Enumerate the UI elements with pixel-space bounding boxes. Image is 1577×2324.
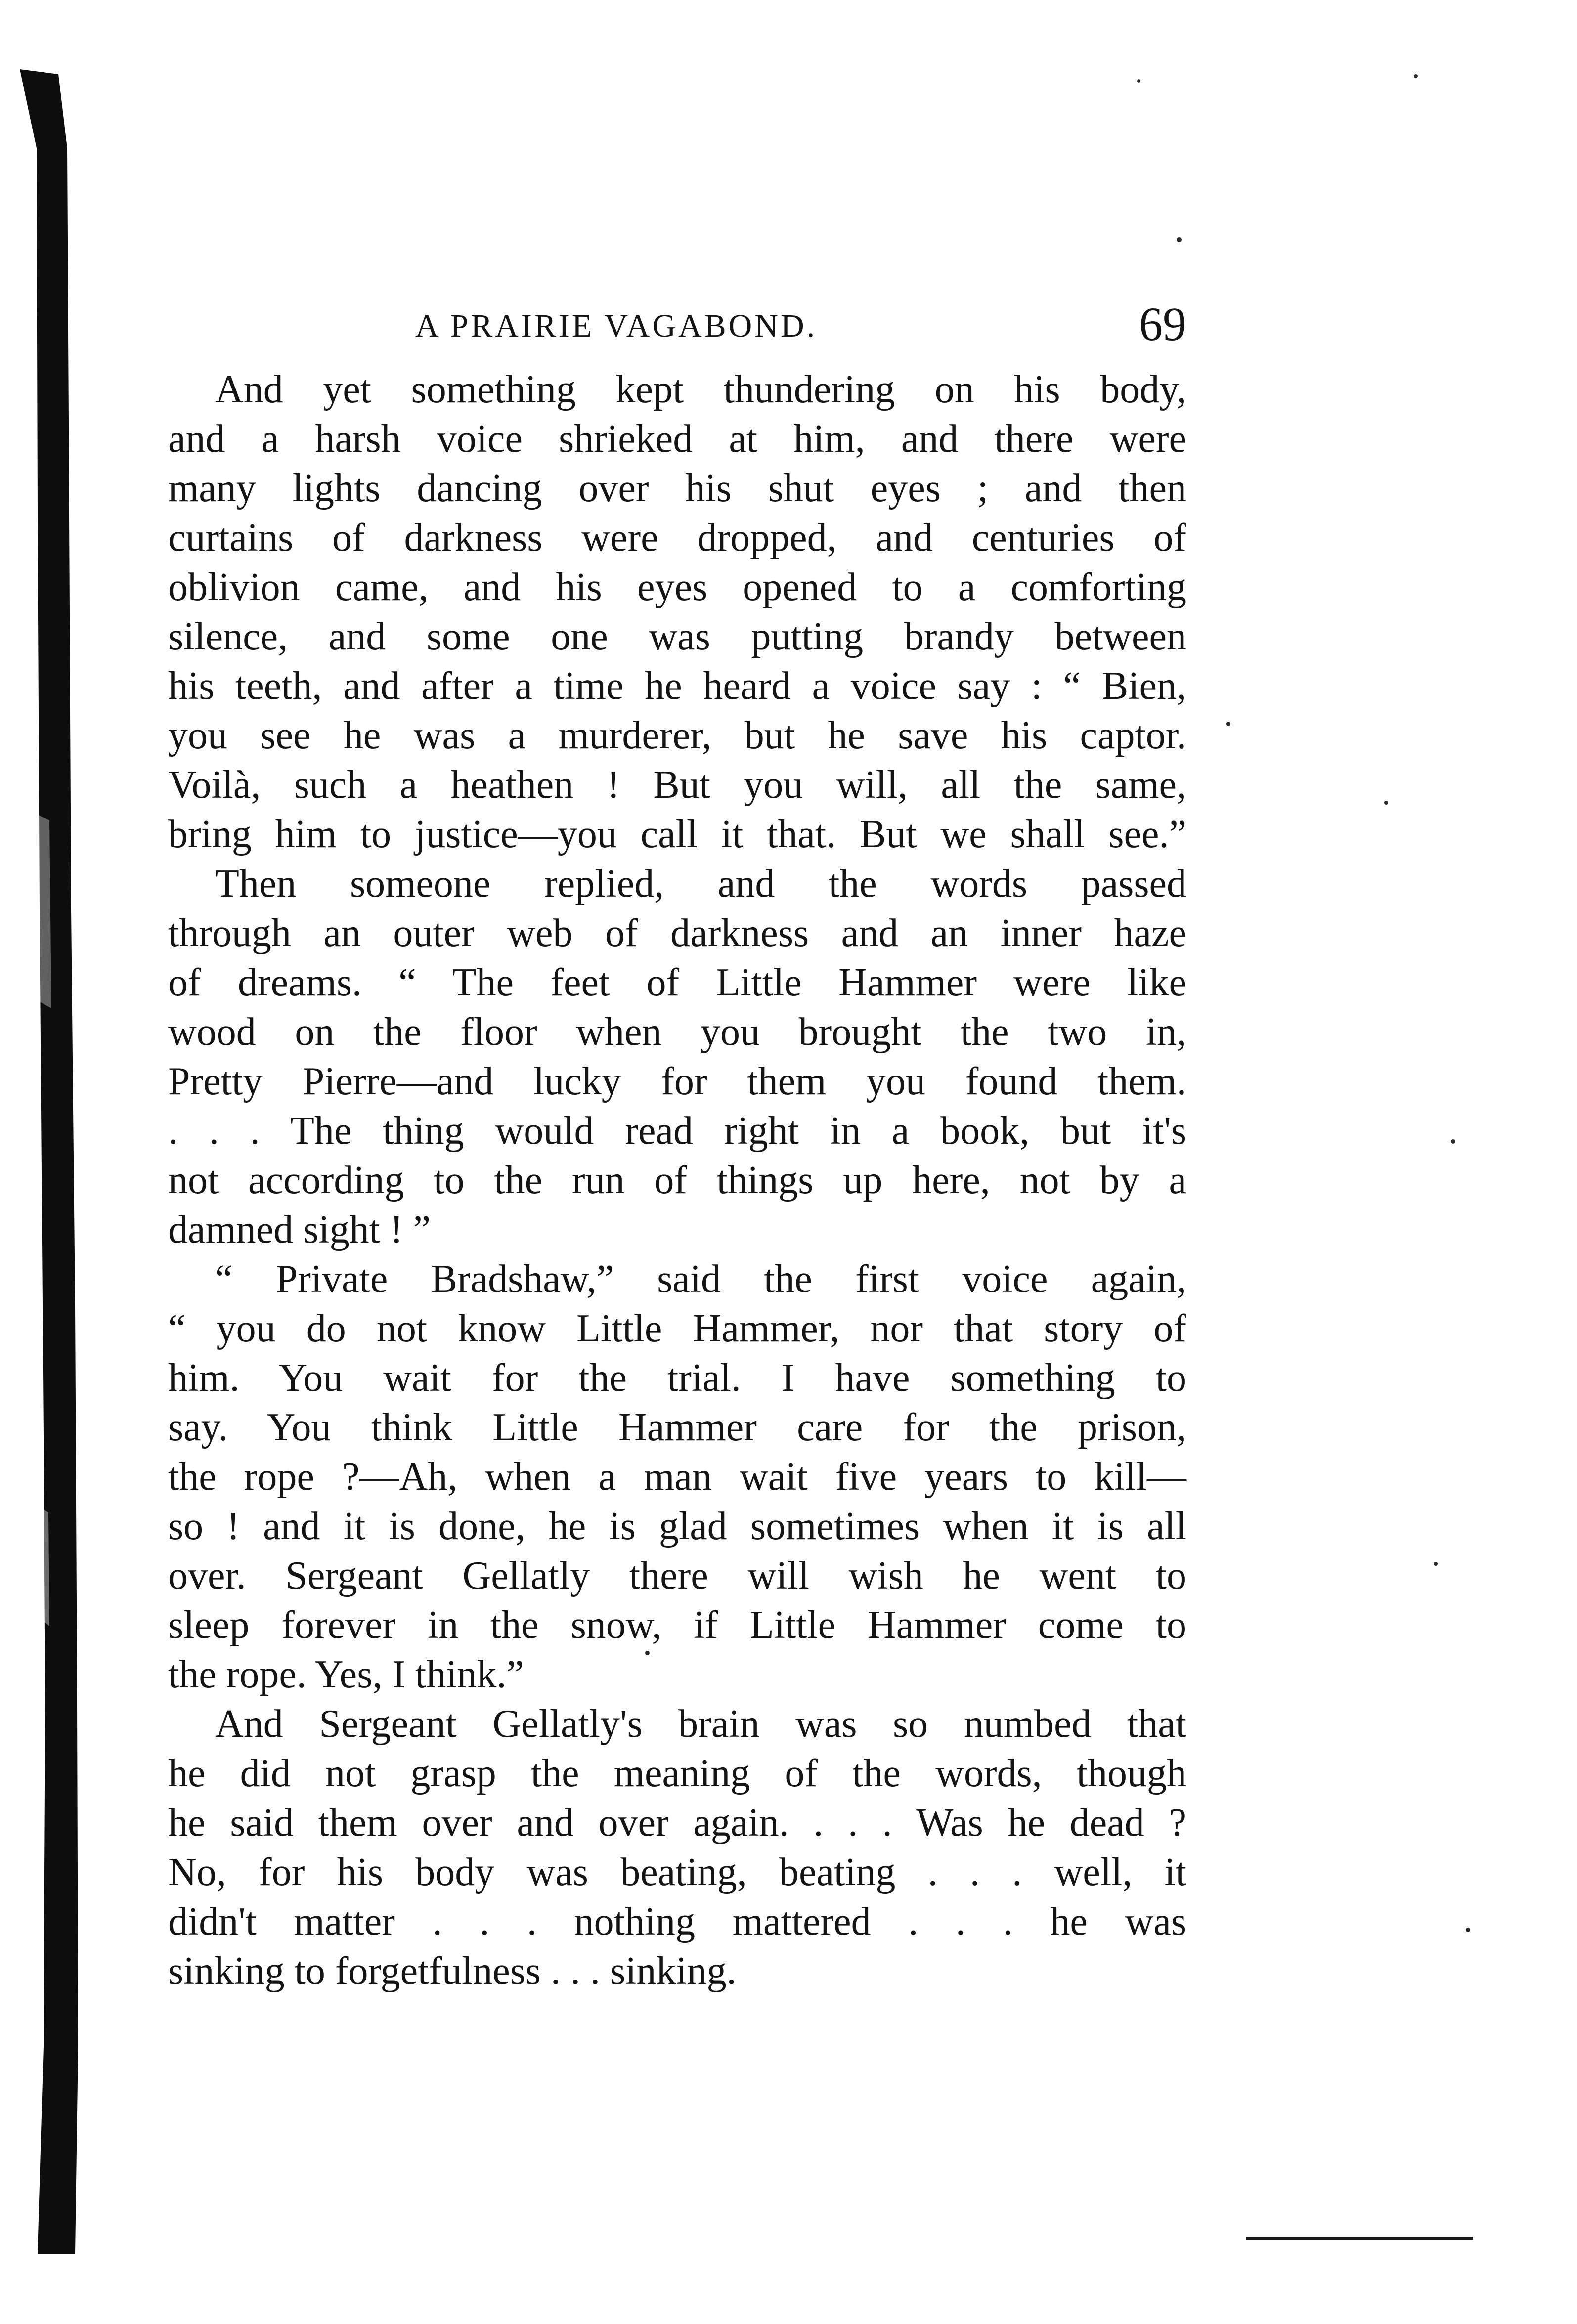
ink-speck [1414,74,1418,78]
page-number: 69 [1139,298,1186,350]
ink-speck [645,1651,650,1655]
text-line: his teeth, and after a time he heard a voice say : “ Bien, [168,664,1186,708]
text-line: the rope. Yes, I think.” [168,1653,524,1696]
binding-shadow [20,69,78,2254]
text-line: sinking to forgetfulness . . . sinking. [168,1949,737,1993]
ink-speck [1177,237,1182,242]
text-line: “ you do not know Little Hammer, nor that story of [168,1307,1186,1350]
ink-speck [1434,1562,1438,1566]
text-line: . . . The thing would read right in a book, but it's [168,1109,1186,1153]
text-line: so ! and it is done, he is glad sometimes when it is all [168,1505,1186,1548]
text-line: No, for his body was beating, beating . . . well, it [168,1851,1186,1894]
bottom-rule [1246,2237,1473,2240]
text-line: of dreams. “ The feet of Little Hammer were like [168,961,1186,1004]
text-line: damned sight ! ” [168,1208,431,1251]
text-line: wood on the floor when you brought the two in, [168,1010,1186,1054]
text-line: “ Private Bradshaw,” said the first voice again, [215,1257,1186,1301]
text-line: the rope ?—Ah, when a man wait five years to kill— [168,1455,1186,1499]
text-line: sleep forever in the snow, if Little Hammer come to [168,1603,1186,1647]
text-line: through an outer web of darkness and an inner haze [168,911,1186,955]
text-line: didn't matter . . . nothing mattered . . . he was [168,1900,1186,1943]
body-text [168,365,1186,1996]
text-line: And yet something kept thundering on his body, [215,368,1186,411]
text-line: Pretty Pierre—and lucky for them you found them. [168,1060,1186,1103]
ink-speck [1137,79,1140,83]
text-line: Voilà, such a heathen ! But you will, all the same, [168,763,1186,807]
text-line: say. You think Little Hammer care for the prison, [168,1406,1186,1449]
text-line: over. Sergeant Gellatly there will wish he went to [168,1554,1186,1597]
ink-speck [1384,801,1388,805]
text-line: he said them over and over again. . . . Was he dead ? [168,1801,1186,1845]
text-line: and a harsh voice shrieked at him, and there were [168,417,1186,461]
text-line: he did not grasp the meaning of the words, though [168,1752,1186,1795]
running-head: A PRAIRIE VAGABOND. [415,308,818,344]
text-line: you see he was a murderer, but he save his captor. [168,714,1186,757]
page-header [168,297,1186,356]
ink-speck [1466,1928,1470,1932]
text-line: many lights dancing over his shut eyes ; and then [168,467,1186,510]
text-line: Then someone replied, and the words passed [215,862,1186,905]
text-line: him. You wait for the trial. I have something to [168,1356,1186,1400]
text-line: oblivion came, and his eyes opened to a comforting [168,565,1186,609]
text-line: And Sergeant Gellatly's brain was so numbed that [215,1702,1186,1746]
text-line: curtains of darkness were dropped, and centuries of [168,516,1186,559]
text-line: silence, and some one was putting brandy between [168,615,1186,658]
text-line: not according to the run of things up here, not by a [168,1159,1186,1202]
ink-speck [1451,1139,1455,1144]
text-line: bring him to justice—you call it that. But we shall see.” [168,813,1186,856]
ink-speck [1226,722,1230,726]
